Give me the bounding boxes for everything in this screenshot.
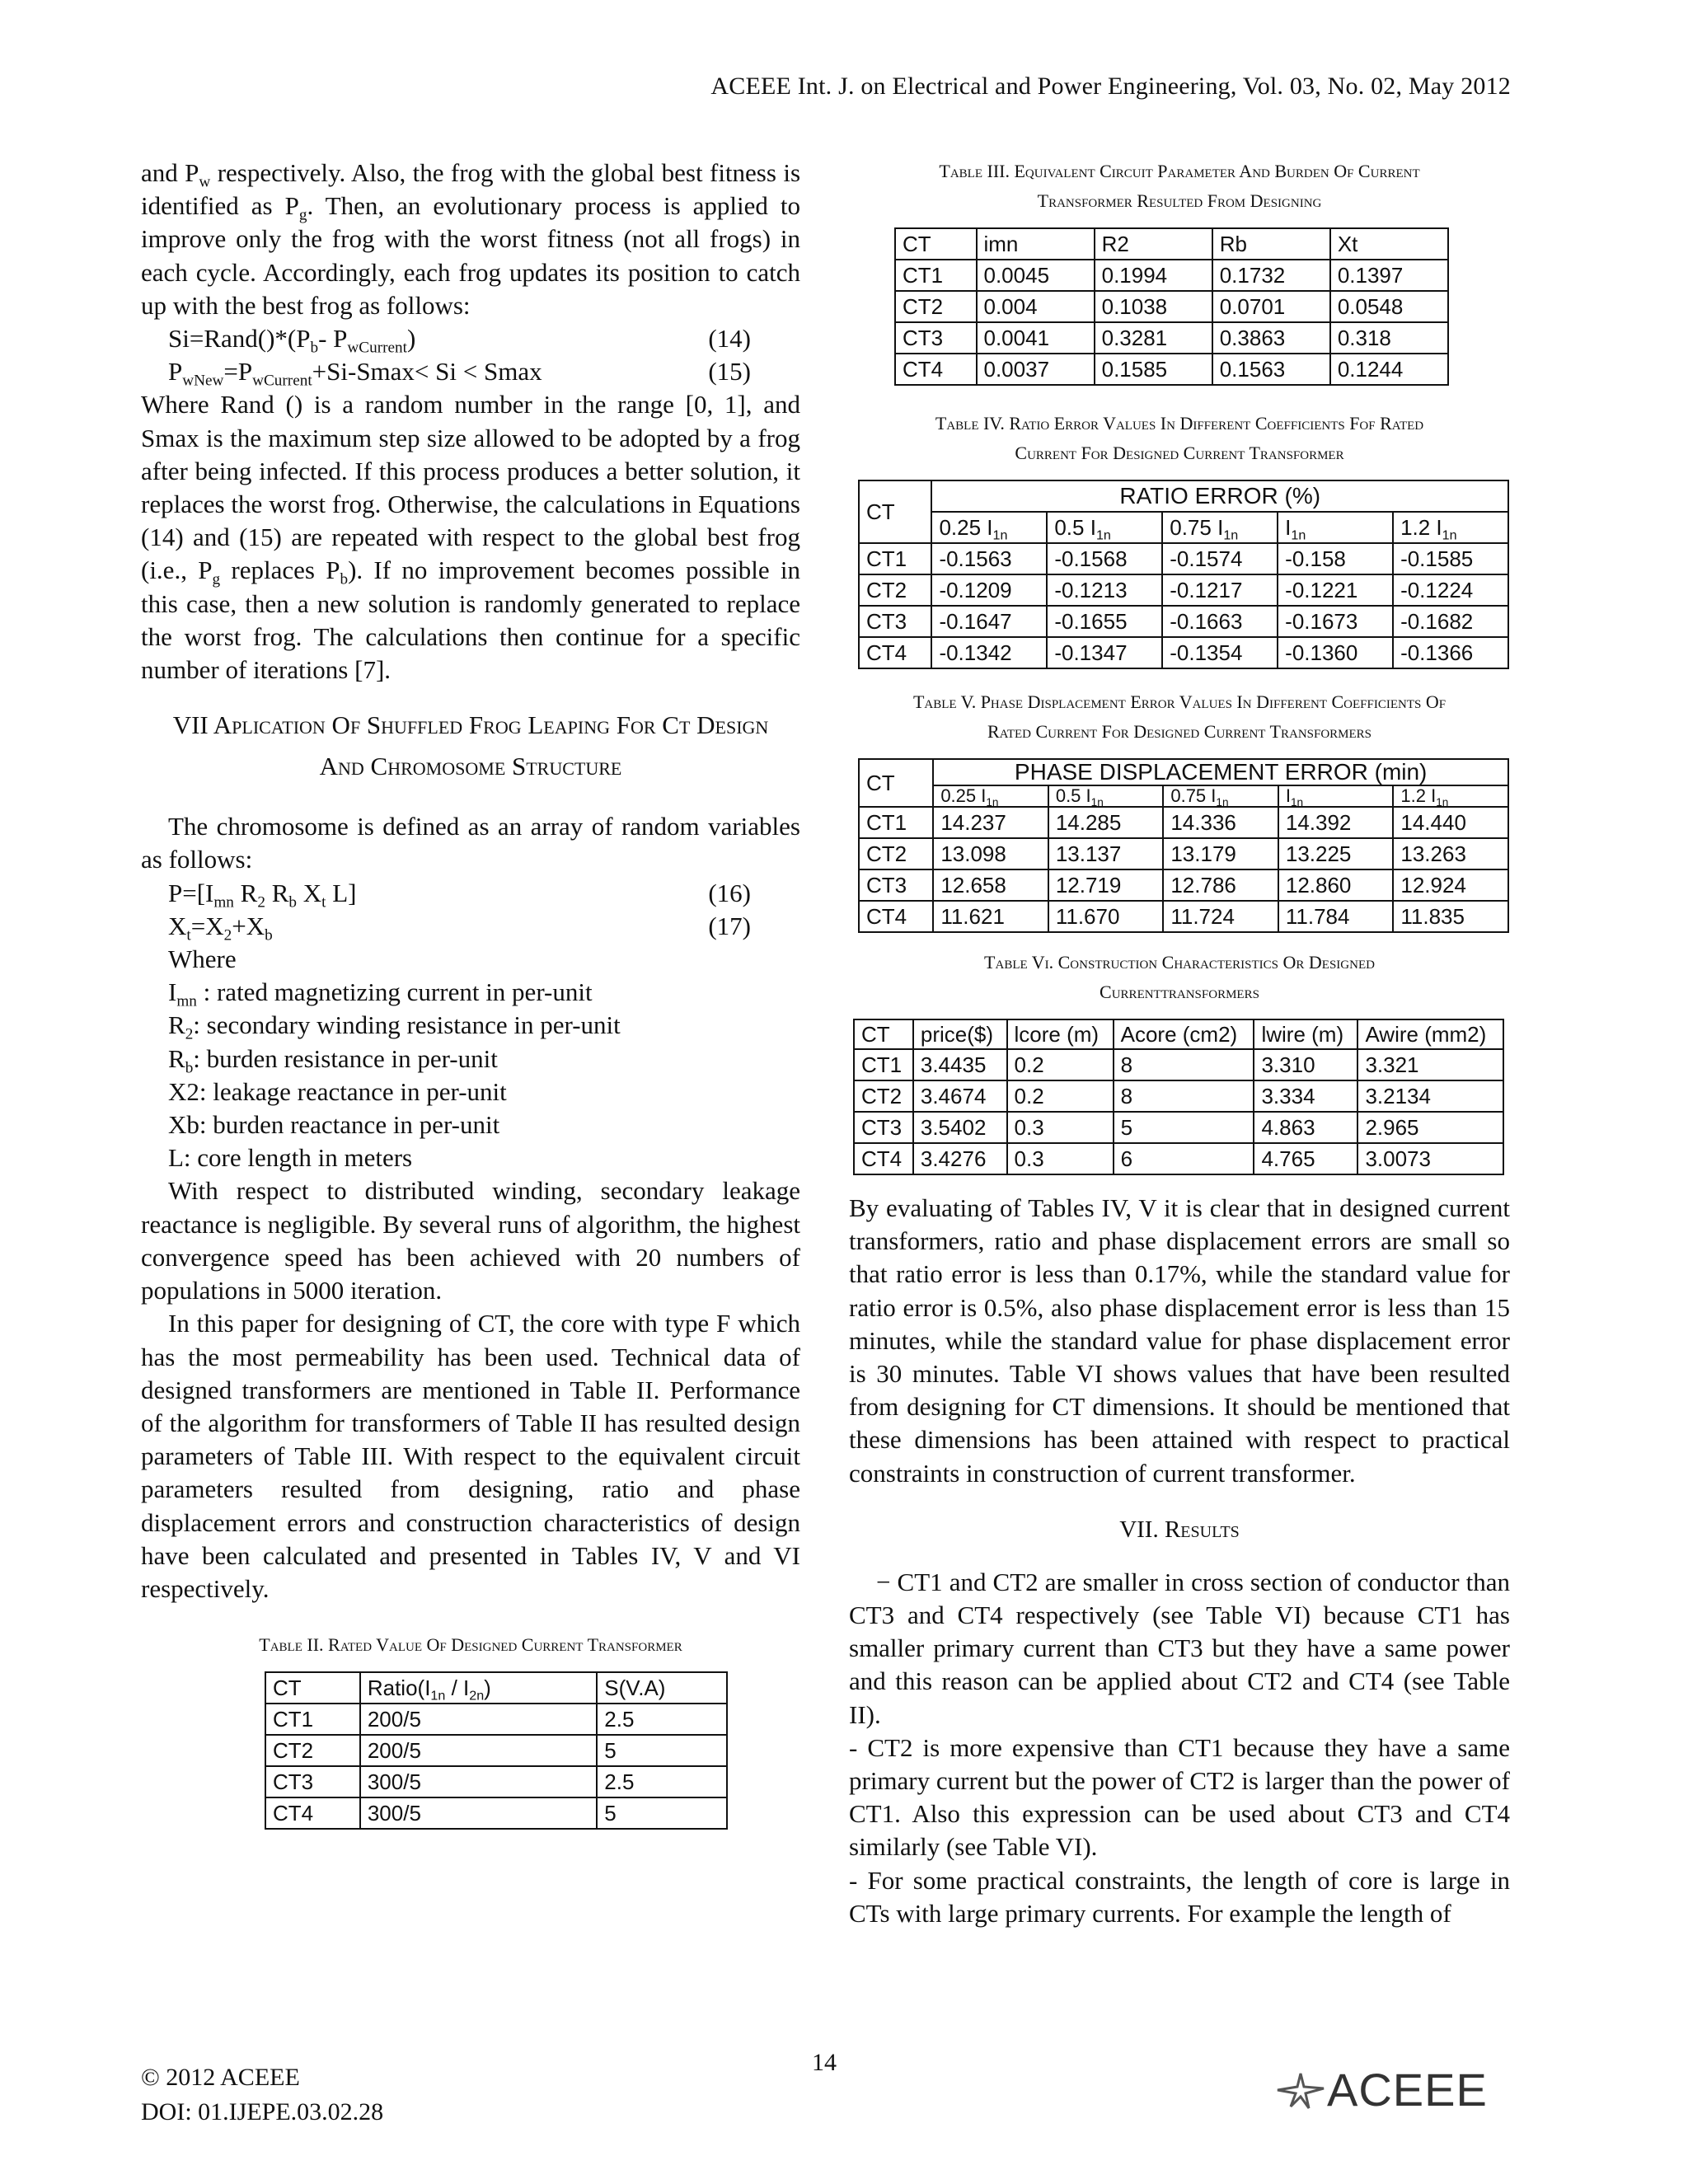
table-row: CT1 0.0045 0.1994 0.1732 0.1397	[895, 260, 1448, 291]
definition-r2: $R_2$: secondary winding resistance in per-unit	[168, 1010, 621, 1044]
paragraph-distributed-winding: With respect to distributed winding, secondary leakage reactance is negligible. By several runs of algorithm, the highest convergence speed has been achieved with 20 numbers of populations in 5000 iteration.	[141, 1176, 800, 1305]
table-header-row: CT price($) lcore (m) Acore (cm2) lwire (m) Awire (mm2)	[854, 1019, 1503, 1049]
table-row: CT4 -0.1342 -0.1347 -0.1354 -0.1360 -0.1366	[859, 637, 1508, 668]
section-heading-vii: VII Aplication Of Shuffled Frog Leaping For Ct Design And Chromosome Structure	[172, 710, 769, 781]
table-row: CT3 3.5402 0.3 5 4.863 2.965	[854, 1112, 1503, 1143]
table-row: CT1 200/5 2.5	[265, 1704, 727, 1735]
equation-16: $P=[I_{mn}$ $R_2$ $R_b$ $X_t$ L] (16)	[168, 878, 751, 912]
table-row: CT3 300/5 2.5	[265, 1766, 727, 1797]
table-row: CT1 -0.1563 -0.1568 -0.1574 -0.158 -0.1585	[859, 543, 1508, 574]
logo-text: ACEEE	[1327, 2064, 1488, 2116]
table-row: CT4 3.4276 0.3 6 4.765 3.0073	[854, 1143, 1503, 1174]
table-6-caption: Table Vi. Construction Characteristics Or Designed Currenttransformers	[984, 952, 1375, 1002]
table-5-caption: Table V. Phase Displacement Error Values In Different Coefficients Of Rated Current For Designed Current Transformers	[912, 691, 1447, 742]
table-5	[858, 758, 1509, 933]
table-row: CT4 0.0037 0.1585 0.1563 0.1244	[895, 354, 1448, 385]
table-row: CT1 3.4435 0.2 8 3.310 3.321	[854, 1049, 1503, 1080]
table-row: CT2 3.4674 0.2 8 3.334 3.2134	[854, 1080, 1503, 1112]
table-6	[853, 1019, 1504, 1175]
definition-imn: $I_{mn}$ : rated magnetizing current in per-unit	[168, 977, 593, 1010]
table-row: CT1 14.237 14.285 14.336 14.392 14.440	[859, 807, 1508, 838]
result-item-1: − CT1 and CT2 are smaller in cross section of conductor than CT3 and CT4 respectively (see Table VI) because CT1 has smaller primary current than CT3 but they have a same power and this reason can be applied about CT2 and CT4 (see Table II).	[849, 1567, 1510, 1729]
footer-copyright	[141, 2060, 383, 2130]
table-header-cell: S(V.A)	[597, 1672, 727, 1704]
table-row: CT4 11.621 11.670 11.724 11.784 11.835	[859, 901, 1508, 932]
paragraph-evaluation: By evaluating of Tables IV, V it is clear that in designed current transformers, ratio and phase displacement errors are small so that ratio error is less than 0.17%, while the standard value for ratio error is 0.5%, also phase displacement error is less than 15 minutes, while the standard value for phase displacement error is 30 minutes. Table VI shows values that have been resulted from designing for CT dimensions. It should be mentioned that these dimensions has been attained with respect to practical constraints in construction of current transformer.	[849, 1193, 1510, 1488]
definition-xb: Xb: burden reactance in per-unit	[168, 1110, 500, 1140]
table-row: CT3 -0.1647 -0.1655 -0.1663 -0.1673 -0.1682	[859, 606, 1508, 637]
table-header-row	[265, 1672, 727, 1704]
table-row: CT2 -0.1209 -0.1213 -0.1217 -0.1221 -0.1224	[859, 574, 1508, 606]
table-header-row: CT RATIO ERROR (%)	[859, 480, 1508, 512]
definition-rb: $R_b$: burden resistance in per-unit	[168, 1043, 498, 1077]
equation-number: (15)	[708, 357, 751, 387]
where-label: Where	[168, 944, 237, 974]
aceee-logo	[1276, 2063, 1488, 2116]
doi-text: DOI: 01.IJEPE.03.02.28	[141, 2098, 384, 2125]
table-4-caption: Table IV. Ratio Error Values In Different Coefficients Fof Rated Current For Designed Current Transformer	[935, 413, 1424, 463]
table-header-cell: CT	[265, 1672, 360, 1704]
journal-header: ACEEE Int. J. on Electrical and Power Engineering, Vol. 03, No. 02, May 2012	[710, 73, 1511, 100]
table-header-row: CT PHASE DISPLACEMENT ERROR (min)	[859, 759, 1508, 785]
section-heading-results: VII. Results	[1119, 1516, 1240, 1543]
table-row: CT2 13.098 13.137 13.179 13.225 13.263	[859, 838, 1508, 869]
definition-l: L: core length in meters	[168, 1143, 413, 1173]
definition-x2: X2: leakage reactance in per-unit	[168, 1076, 507, 1106]
table-4	[858, 480, 1509, 669]
table-2	[265, 1671, 728, 1830]
table-row: CT3 12.658 12.719 12.786 12.860 12.924	[859, 869, 1508, 901]
table-3	[894, 227, 1449, 386]
table-3-caption: Table III. Equivalent Circuit Parameter And Burden Of Current Transformer Resulted From Designing	[939, 161, 1420, 211]
paragraph-frog-update: and $P_w$ respectively. Also, the frog with the global best fitness is identified as $P_g$. Then, an evolutionary process is applied to improve only the frog with the worst fitness (not all frogs) in each cycle. Accordingly, each frog updates its position to catch up with the best frog as follows:	[141, 158, 801, 320]
table-subheader-row: 0.25 $I_{1n}$ 0.5 $I_{1n}$ 0.75 $I_{1n}$ $I_{1n}$ 1.2 $I_{1n}$	[859, 512, 1508, 543]
equation-number: (17)	[708, 911, 751, 940]
logo-star-icon	[1276, 2070, 1327, 2110]
table-header-cell: $Ratio(I_{1n} / I_{2n})$	[360, 1672, 597, 1704]
equation-17: $X_t=X_2+X_b$ (17)	[168, 911, 751, 944]
table-row: CT2 0.004 0.1038 0.0701 0.0548	[895, 291, 1448, 322]
paragraph-design: In this paper for designing of CT, the core with type F which has the most permeability has been used. Technical data of designed transformers are mentioned in Table II. Performance of the algorithm for transformers of Table II has resulted design parameters of Table III. With respect to the equivalent circuit parameters resulted from designing, ratio and phase displacement errors and construction characteristics of design have been calculated and presented in Tables IV, V and VI respectively.	[141, 1309, 800, 1603]
equation-15: $P_{wNew}=P_{wCurrent}+Si-Smax< Si < Smax$ (15)	[168, 357, 751, 390]
table-row: CT2 200/5 5	[265, 1735, 727, 1766]
result-item-2: - CT2 is more expensive than CT1 because they have a same primary current but the power of CT2 is larger than the power of CT1. Also this expression can be used about CT3 and CT4 similarly (see Table VI).	[849, 1732, 1510, 1862]
equation-14: $Si=Rand()*(P_b-$ $P_{wCurrent}$) (14)	[168, 324, 751, 357]
left-column	[141, 157, 800, 1830]
table-row: CT4 300/5 5	[265, 1797, 727, 1829]
table-row: CT3 0.0041 0.3281 0.3863 0.318	[895, 322, 1448, 354]
table-header-row: CT imn R2 Rb Xt	[895, 228, 1448, 260]
paragraph-chromosome: The chromosome is defined as an array of random variables as follows:	[141, 812, 800, 874]
result-item-3: - For some practical constraints, the length of core is large in CTs with large primary currents. For example the length of	[849, 1865, 1510, 1928]
table-subheader-row: 0.25 $I_{1n}$ 0.5 $I_{1n}$ 0.75 $I_{1n}$ $I_{1n}$ 1.2 $I_{1n}$	[859, 785, 1508, 807]
equation-number: (14)	[708, 324, 751, 354]
equation-number: (16)	[708, 878, 751, 907]
copyright-text: © 2012 ACEEE	[141, 2064, 300, 2091]
page-number: 14	[812, 2049, 837, 2076]
table-2-caption: Table II. Rated Value Of Designed Current Transformer	[259, 1634, 682, 1656]
right-column	[849, 157, 1510, 1930]
paragraph-rand: Where Rand () is a random number in the range [0, 1], and Smax is the maximum step size allowed to be adopted by a frog after being infected. If this process produces a better solution, it replaces the worst frog. Otherwise, the calculations in Equations (14) and (15) are repeated with respect to the global best frog (i.e., $P_g$ replaces $P_b$). If no improvement becomes possible in this case, then a new solution is randomly generated to replace the worst frog. The calculations then continue for a specific number of iterations [7].	[141, 390, 800, 685]
